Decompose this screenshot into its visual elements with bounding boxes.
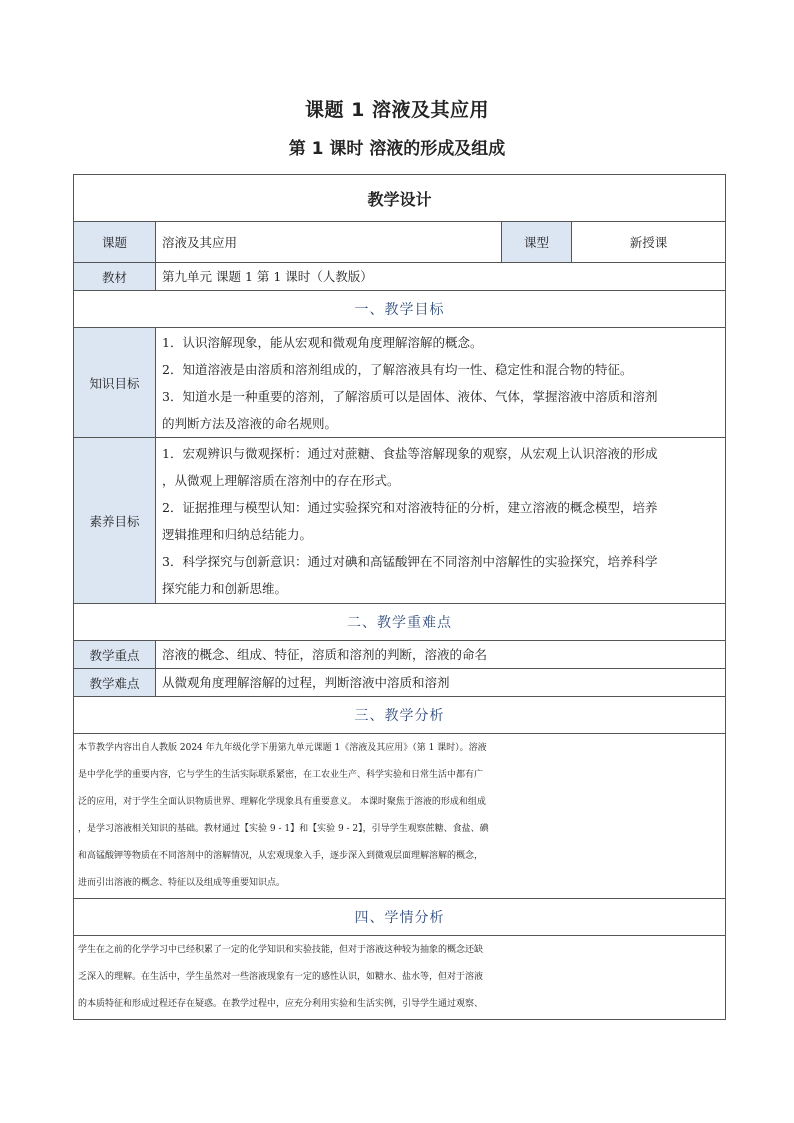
section-key-difficult-points: 二、教学重难点: [74, 604, 726, 641]
section-teaching-objectives: 一、教学目标: [74, 291, 726, 328]
analysis-line-4: ，是学习溶液相关知识的基础。教材通过【实验 9 - 1】和【实验 9 - 2】，引导学生观察蔗糖、食盐、碘: [78, 824, 489, 834]
literacy-objectives-label: 素养目标: [74, 438, 156, 604]
table-heading: 教学设计: [74, 175, 726, 222]
knowledge-objectives: [156, 328, 726, 438]
literacy-objectives: [156, 438, 726, 604]
analysis-line-2: 是中学化学的重要内容，它与学生的生活实际联系紧密，在工农业生产、科学实验和日常生活中都有广: [78, 770, 484, 780]
student-line-3: 的本质特征和形成过程还存在疑惑。在教学过程中，应充分利用实验和生活实例，引导学生通过观察、: [78, 999, 484, 1009]
lesson-type-label: 课型: [502, 222, 572, 263]
knowledge-line-1: 1．认识溶解现象，能从宏观和微观角度理解溶解的概念。: [162, 334, 483, 350]
key-points-value: 溶液的概念、组成、特征，溶质和溶剂的判断，溶液的命名: [156, 641, 726, 669]
literacy-line-2: ，从微观上理解溶质在溶剂中的存在形式。: [162, 472, 400, 488]
analysis-line-6: 进而引出溶液的概念、特征以及组成等重要知识点。: [78, 878, 286, 888]
knowledge-line-4: 的判断方法及溶液的命名规则。: [162, 415, 338, 431]
analysis-line-1: 本节教学内容出自人教版 2024 年九年级化学下册第九单元课题 1《溶液及其应用》（第 1 课时）。溶液: [78, 743, 487, 753]
knowledge-objectives-label: 知识目标: [74, 328, 156, 438]
knowledge-line-2: 2．知道溶液是由溶质和溶剂组成的，了解溶液具有均一性、稳定性和混合物的特征。: [162, 361, 633, 377]
teaching-analysis-text: [74, 734, 726, 899]
student-line-1: 学生在之前的化学学习中已经积累了一定的化学知识和实验技能，但对于溶液这种较为抽象的概念还缺: [78, 945, 484, 955]
topic-label: 课题: [74, 222, 156, 263]
literacy-line-4: 逻辑推理和归纳总结能力。: [162, 526, 313, 542]
lesson-type-value: 新授课: [572, 222, 726, 263]
literacy-line-3: 2．证据推理与模型认知：通过实验探究和对溶液特征的分析，建立溶液的概念模型，培养: [162, 499, 658, 515]
analysis-line-3: 泛的应用，对于学生全面认识物质世界、理解化学现象具有重要意义。 本课时聚焦于溶液的形成和组成: [78, 797, 486, 807]
textbook-value: 第九单元 课题 1 第 1 课时（人教版）: [156, 263, 726, 291]
knowledge-line-3: 3．知道水是一种重要的溶剂，了解溶质可以是固体、液体、气体，掌握溶液中溶质和溶剂: [162, 388, 658, 404]
analysis-line-5: 和高锰酸钾等物质在不同溶剂中的溶解情况，从宏观现象入手，逐步深入到微观层面理解溶解的概念，: [78, 851, 484, 861]
teaching-design-table: [73, 174, 726, 1020]
textbook-label: 教材: [74, 263, 156, 291]
student-analysis-text: [74, 936, 726, 1020]
difficulties-value: 从微观角度理解溶解的过程，判断溶液中溶质和溶剂: [156, 669, 726, 697]
literacy-line-1: 1．宏观辨识与微观探析：通过对蔗糖、食盐等溶解现象的观察，从宏观上认识溶液的形成: [162, 445, 658, 461]
literacy-line-6: 探究能力和创新思维。: [162, 580, 288, 596]
student-line-2: 乏深入的理解。在生活中，学生虽然对一些溶液现象有一定的感性认识，如糖水、盐水等，但对于溶液: [78, 972, 484, 982]
difficulties-label: 教学难点: [74, 669, 156, 697]
section-student-analysis: 四、学情分析: [74, 899, 726, 936]
lesson-title: 课题 1 溶液及其应用: [305, 99, 489, 121]
literacy-line-5: 3．科学探究与创新意识：通过对碘和高锰酸钾在不同溶剂中溶解性的实验探究，培养科学: [162, 553, 658, 569]
lesson-subtitle: 第 1 课时 溶液的形成及组成: [288, 139, 506, 159]
topic-value: 溶液及其应用: [156, 222, 502, 263]
key-points-label: 教学重点: [74, 641, 156, 669]
section-teaching-analysis: 三、教学分析: [74, 697, 726, 734]
